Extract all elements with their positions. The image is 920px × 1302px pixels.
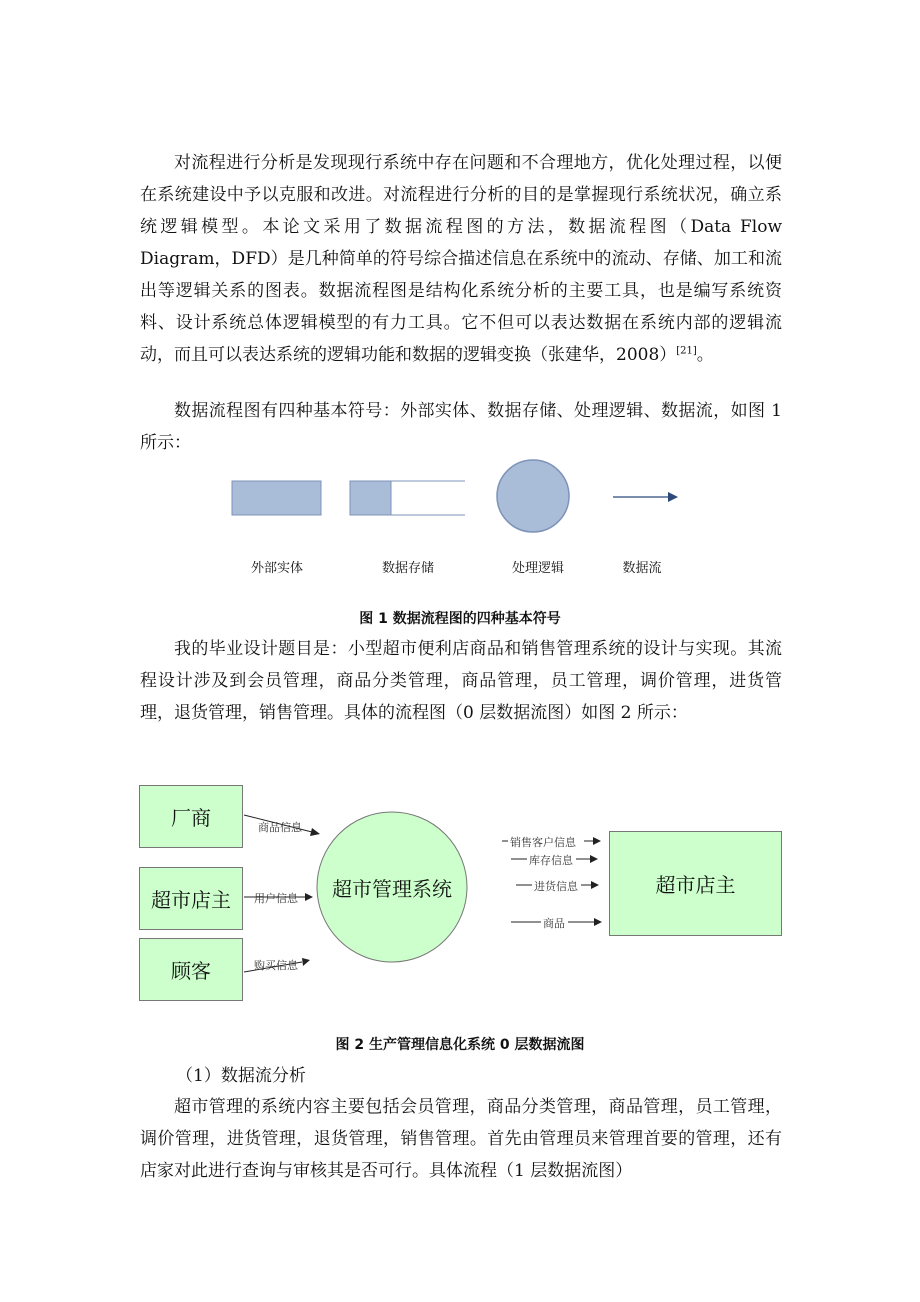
external-entity-label: 外部实体 <box>250 561 303 576</box>
citation-ref: [21] <box>676 345 697 357</box>
flow-label-product-info: 商品信息 <box>258 821 302 834</box>
flow-label-user-info: 用户信息 <box>254 892 298 905</box>
flow-label-sales-customer-info: 销售客户信息 <box>510 836 576 849</box>
analysis-paragraph: 超市管理的系统内容主要包括会员管理，商品分类管理，商品管理，员工管理，调价管理，进货管理，退货管理，销售管理。首先由管理员来管理首要的管理，还有店家对此进行查询与审核其是否可行。具体流程（1 层数据流图） <box>140 1097 782 1181</box>
vendor-entity: 厂商 <box>139 785 243 848</box>
data-flow-label: 数据流 <box>622 561 662 576</box>
symbols-paragraph: 数据流程图有四种基本符号：外部实体、数据存储、处理逻辑、数据流，如图 1 所示： <box>140 401 782 453</box>
intro-text: 对流程进行分析是发现现行系统中存在问题和不合理地方，优化处理过程，以便在系统建设中予以克服和改进。对流程进行分析的目的是掌握现行系统状况，确立系统逻辑模型。本论文采用了数据流程图的方法，数据流程图（Data Flow Diagram，DFD）是几种简单的符号综合描述信息在系统中的流动、存储、加工和流出等逻辑关系的图表。数据流程图是结构化系统分析的主要工具，也是编写系统资料、设计系统总体逻辑模型的有力工具。它不但可以表达数据在系统内部的逻辑流动，而且可以表达系统的逻辑功能和数据的逻辑变换（张建华，2008） <box>140 153 782 365</box>
figure1-caption: 图 1 数据流程图的四种基本符号 <box>359 611 561 627</box>
flow-label-goods: 商品 <box>543 917 565 930</box>
flow-label-purchase-info: 购买信息 <box>254 959 298 972</box>
flow-label-stock-info: 库存信息 <box>529 854 573 867</box>
section-heading: （1）数据流分析 <box>176 1066 306 1086</box>
data-store-label: 数据存储 <box>381 561 434 576</box>
owner-entity-right: 超市店主 <box>609 831 782 936</box>
intro-end: 。 <box>696 345 714 365</box>
flow-label-restock-info: 进货信息 <box>534 880 578 893</box>
customer-entity: 顾客 <box>139 938 243 1001</box>
figure2-caption: 图 2 生产管理信息化系统 0 层数据流图 <box>335 1037 585 1053</box>
project-paragraph: 我的毕业设计题目是：小型超市便利店商品和销售管理系统的设计与实现。其流程设计涉及到会员管理，商品分类管理，商品管理，员工管理，调价管理，进货管理，退货管理，销售管理。具体的流程图（0 层数据流图）如图 2 所示： <box>140 639 782 723</box>
system-process-label: 超市管理系统 <box>332 876 452 901</box>
process-label: 处理逻辑 <box>511 561 564 576</box>
owner-entity-left: 超市店主 <box>139 867 243 930</box>
